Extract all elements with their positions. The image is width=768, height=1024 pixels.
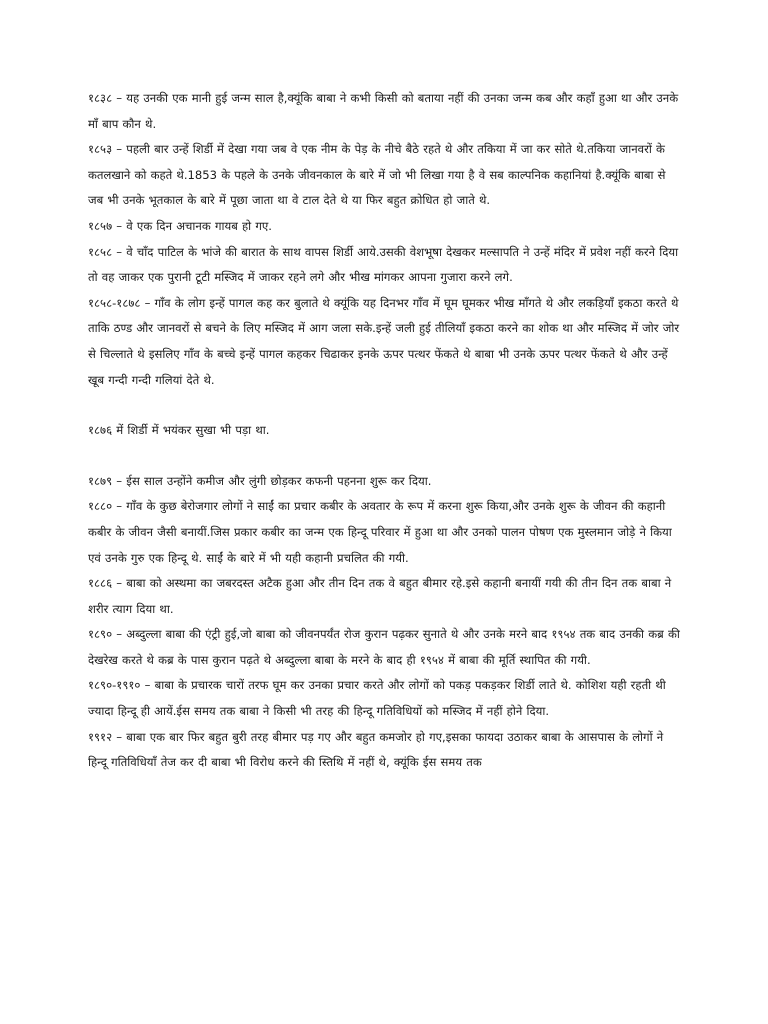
paragraph-1853: १८५३ – पहली बार उन्हें शिर्डी में देखा गया जब वे एक नीम के पेड़ के नीचे बैठे रहते थे और तकिया में जा कर सोते थे.तकिया जानवरों के कतलखाने को कहते थे.1853 के पहले के उनके जीवनकाल के बारे में जो भी लिखा गया है वे सब काल्पनिक कहानियां है.क्यूंकि बाबा से जब भी उनके भूतकाल के बारे में पूछा जाता था वे टाल देते थे या फिर बहुत क्रोधित हो जाते थे. <box>88 142 666 208</box>
paragraph-1838: १८३८ – यह उनकी एक मानी हुई जन्म साल है,क्यूंकि बाबा ने कभी किसी को बताया नहीं की उनका जन्म कब और कहाँ हुआ था और उनके माँ बाप कौन थे. <box>88 91 679 131</box>
paragraph-1890-1910: १८९०-१९१० – बाबा के प्रचारक चारों तरफ घूम कर उनका प्रचार करते और लोगों को पकड़ पकड़कर शिर्डी लाते थे. कोशिश यही रहती थी ज्यादा हिन्दू ही आयें.ईस समय तक बाबा ने किसी भी तरह की हिन्दू गतिविधियों को मस्जिद में नहीं होने दिया. <box>88 678 666 719</box>
paragraph-1912: १९१२ – बाबा एक बार फिर बहुत बुरी तरह बीमार पड़ गए और बहुत कमजोर हो गए,इसका फायदा उठाकर बाबा के आसपास के लोगों ने हिन्दू गतिविधियाँ तेज कर दी बाबा भी विरोध करने की स्तिथि में नहीं थे, क्यूंकि ईस समय तक <box>88 729 664 770</box>
paragraph-1858: १८५८ – वे चाँद पाटिल के भांजे की बारात के साथ वापस शिर्डी आये.उसकी वेशभूषा देखकर मल्सापति ने उन्हें मंदिर में प्रवेश नहीं करने दिया तो वह जाकर एक पुरानी टूटी मस्जिद में जाकर रहने लगे और भीख मांगकर आपना गुजारा करने लगे. <box>88 244 679 285</box>
paragraph-1858-1878: १८५८-१८७८ – गाँव के लोग इन्हें पागल कह कर बुलाते थे क्यूंकि यह दिनभर गाँव में घूम घूमकर भीख माँगते थे और लकड़ियाँ इकठा करते थे ताकि ठण्ड और जानवरों से बचने के लिए मस्जिद में आग जला सके.इन्हें जली हुई तीलियाँ इकठा करने का शोक था और मस्जिद में जोर जोर से चिल्लाते थे इसलिए गाँव के बच्चे इन्हें पागल कहकर चिढाकर इनके ऊपर पत्थर फेंकते थे बाबा भी उनके ऊपर पत्थर फेंकते थे और उन्हें खूब गन्दी गन्दी गलियां देते थे. <box>88 295 680 387</box>
document-body <box>88 86 683 776</box>
paragraph-1880: १८८० – गाँव के कुछ बेरोजगार लोगों ने साईं का प्रचार कबीर के अवतार के रूप में करना शुरू किया,और उनके शुरू के जीवन की कहानी कबीर के जीवन जैसी बनायीं.जिस प्रकार कबीर का जन्म एक हिन्दू परिवार में हुआ था और उनको पालन पोषण एक मुस्लमान जोड़े ने किया एवं उनके गुरु एक हिन्दू थे. साईं के बारे में भी यही कहानी प्रचलित की गयी. <box>88 499 672 565</box>
paragraph-1876: १८७६ में शिर्डी में भयंकर सुखा भी पड़ा था. <box>88 423 270 438</box>
paragraph-1879: १८७९ – ईस साल उन्होंने कमीज और लुंगी छोड़कर कफनी पहनना शुरू कर दिया. <box>88 473 432 488</box>
paragraph-1886: १८८६ – बाबा को अस्थमा का जबरदस्त अटैक हुआ और तीन दिन तक वे बहुत बीमार रहे.इसे कहानी बनायीं गयी की तीन दिन तक बाबा ने शरीर त्याग दिया था. <box>88 576 672 616</box>
paragraph-1857: १८५७ – वे एक दिन अचानक गायब हो गए. <box>88 218 272 233</box>
paragraph-1890: १८९० – अब्दुल्ला बाबा की एंट्री हुई,जो बाबा को जीवनपर्यंत रोज कुरान पढ़कर सुनाते थे और उनके मरने बाद १९५४ तक बाद उनकी कब्र की देखरेख करते थे कब्र के पास कुरान पढ़ते थे अब्दुल्ला बाबा के मरने के बाद ही १९५४ में बाबा की मूर्ति स्थापित की गयी. <box>88 627 680 667</box>
